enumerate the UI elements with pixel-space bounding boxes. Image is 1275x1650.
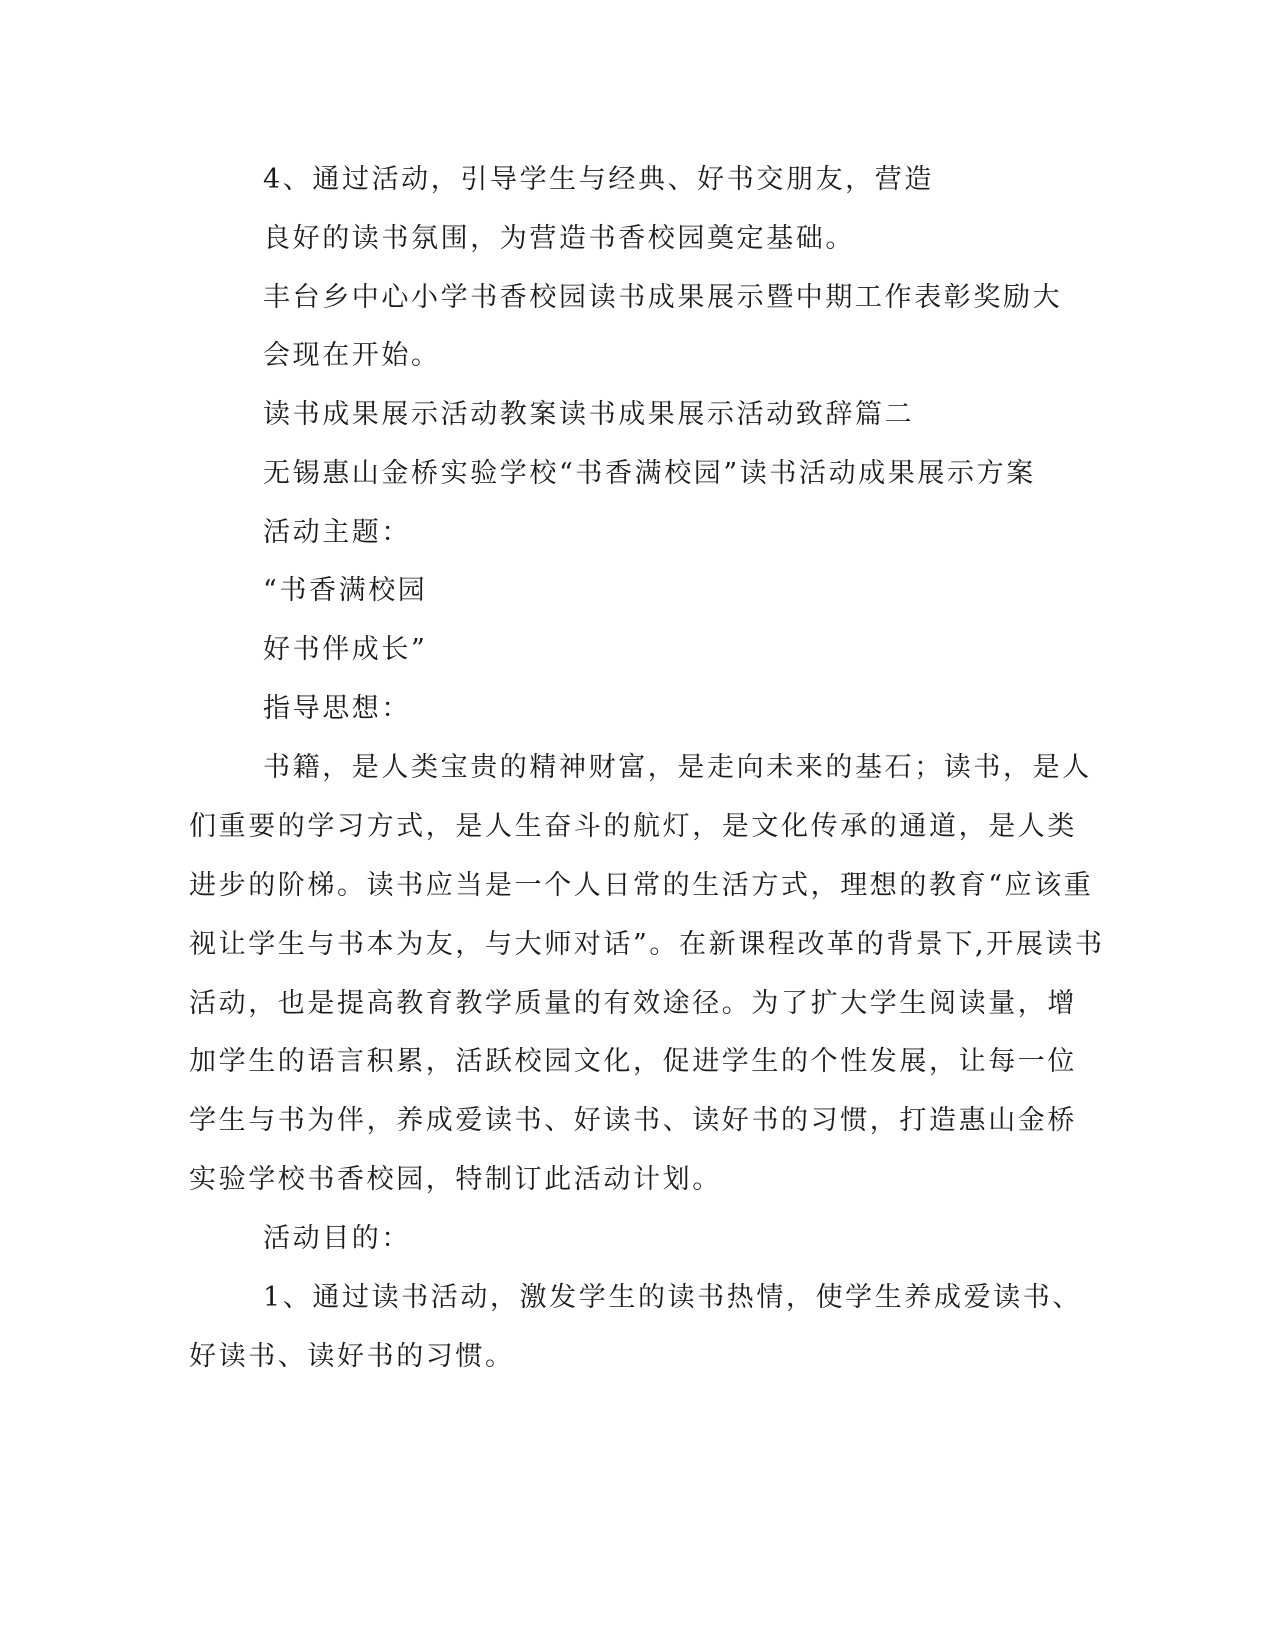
text-line: 丰台乡中心小学书香校园读书成果展示暨中期工作表彰奖励大 [263, 282, 1063, 313]
text-line: 活动主题： [263, 517, 411, 548]
text-line: 读书成果展示活动教案读书成果展示活动致辞篇二 [263, 399, 915, 430]
text-line: 会现在开始。 [263, 340, 441, 371]
text-line: 加学生的语言积累，活跃校园文化，促进学生的个性发展，让每一位 [189, 1046, 1077, 1077]
text-line: 们重要的学习方式，是人生奋斗的航灯，是文化传承的通道，是人类 [189, 811, 1077, 842]
text-line: 进步的阶梯。读书应当是一个人日常的生活方式，理想的教育“应该重 [189, 870, 1094, 901]
text-line: 4、通过活动，引导学生与经典、好书交朋友，营造 [263, 164, 934, 195]
text-line: 活动目的： [263, 1223, 411, 1254]
text-line: 好读书、读好书的习惯。 [189, 1341, 515, 1372]
text-line: 1、通过读书活动，激发学生的读书热情，使学生养成爱读书、 [263, 1282, 1082, 1313]
text-line: 活动，也是提高教育教学质量的有效途径。为了扩大学生阅读量，增 [189, 988, 1077, 1019]
text-line: 无锡惠山金桥实验学校“书香满校园”读书活动成果展示方案 [263, 458, 1036, 489]
text-line: 良好的读书氛围，为营造书香校园奠定基础。 [263, 223, 855, 254]
text-line: 视让学生与书本为友，与大师对话”。在新课程改革的背景下,开展读书 [189, 929, 1105, 960]
text-line: 指导思想： [263, 693, 411, 724]
text-line: 实验学校书香校园，特制订此活动计划。 [189, 1164, 722, 1195]
text-line: 书籍，是人类宝贵的精神财富，是走向未来的基石；读书，是人 [263, 752, 1092, 783]
text-line: 学生与书为伴，养成爱读书、好读书、读好书的习惯，打造惠山金桥 [189, 1105, 1077, 1136]
text-line: 好书伴成长” [263, 634, 428, 665]
text-line: “书香满校园 [263, 575, 428, 606]
